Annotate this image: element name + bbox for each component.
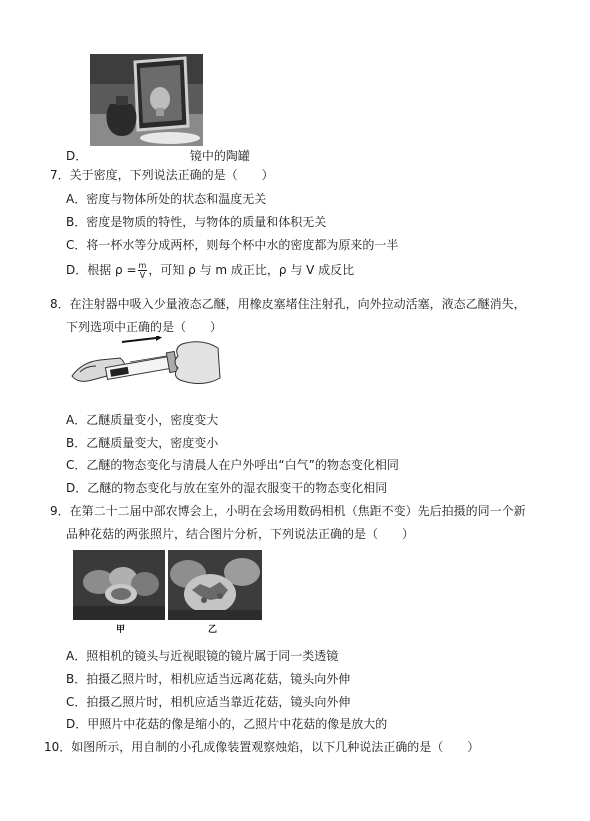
- q8-option-a: A．乙醚质量变小，密度变大: [66, 413, 219, 427]
- mushroom-photo-yi: [168, 550, 262, 620]
- photo-label-yi: 乙: [208, 625, 218, 635]
- photo-label-jia: 甲: [116, 625, 126, 635]
- density-fraction: $\frac{m}{V}$: [138, 261, 147, 280]
- mushroom-photo-jia: [73, 550, 165, 620]
- q8-option-d: D．乙醚的物态变化与放在室外的湿衣服变干的物态变化相同: [66, 481, 388, 495]
- q9-option-c: C．拍摄乙照片时，相机应适当靠近花菇，镜头向外伸: [66, 695, 351, 709]
- syringe-illustration: [70, 336, 222, 394]
- q9-stem-line2: 品种花菇的两张照片，结合图片分析，下列说法正确的是（ ）: [66, 527, 415, 541]
- q10-stem: 10．如图所示，用自制的小孔成像装置观察烛焰，以下几种说法正确的是（ ）: [44, 740, 480, 754]
- q8-option-c: C．乙醚的物态变化与清晨人在户外呼出“白气”的物态变化相同: [66, 458, 399, 472]
- mirror-jar-photo: [90, 54, 203, 146]
- q9-option-b: B．拍摄乙照片时，相机应适当远离花菇，镜头向外伸: [66, 672, 351, 686]
- q6-option-d: D． 镜中的陶罐: [66, 149, 250, 163]
- q7-stem: 7．关于密度，下列说法正确的是（ ）: [50, 168, 274, 182]
- q8-stem-line1: 8．在注射器中吸入少量液态乙醚，用橡皮塞堵住注射孔，向外拉动活塞，液态乙醚消失，: [50, 297, 526, 311]
- q8-stem-line2: 下列选项中正确的是（ ）: [66, 320, 223, 334]
- q8-option-b: B．乙醚质量变大，密度变小: [66, 436, 219, 450]
- q9-option-a: A．照相机的镜头与近视眼镜的镜片属于同一类透镜: [66, 649, 339, 663]
- q7-option-a: A．密度与物体所处的状态和温度无关: [66, 192, 267, 206]
- q7-option-d: D．根据 ρ = $\frac{m}{V}$ ，可知 ρ 与 m 成正比，ρ 与 V 成反比: [66, 261, 355, 280]
- q7-option-b: B．密度是物质的特性，与物体的质量和体积无关: [66, 215, 327, 229]
- q9-stem-line1: 9．在第二十二届中部农博会上，小明在会场用数码相机（焦距不变）先后拍摄的同一个新: [50, 504, 526, 518]
- q7-option-c: C．将一杯水等分成两杯，则每个杯中水的密度都为原来的一半: [66, 238, 399, 252]
- q9-option-d: D．甲照片中花菇的像是缩小的，乙照片中花菇的像是放大的: [66, 717, 388, 731]
